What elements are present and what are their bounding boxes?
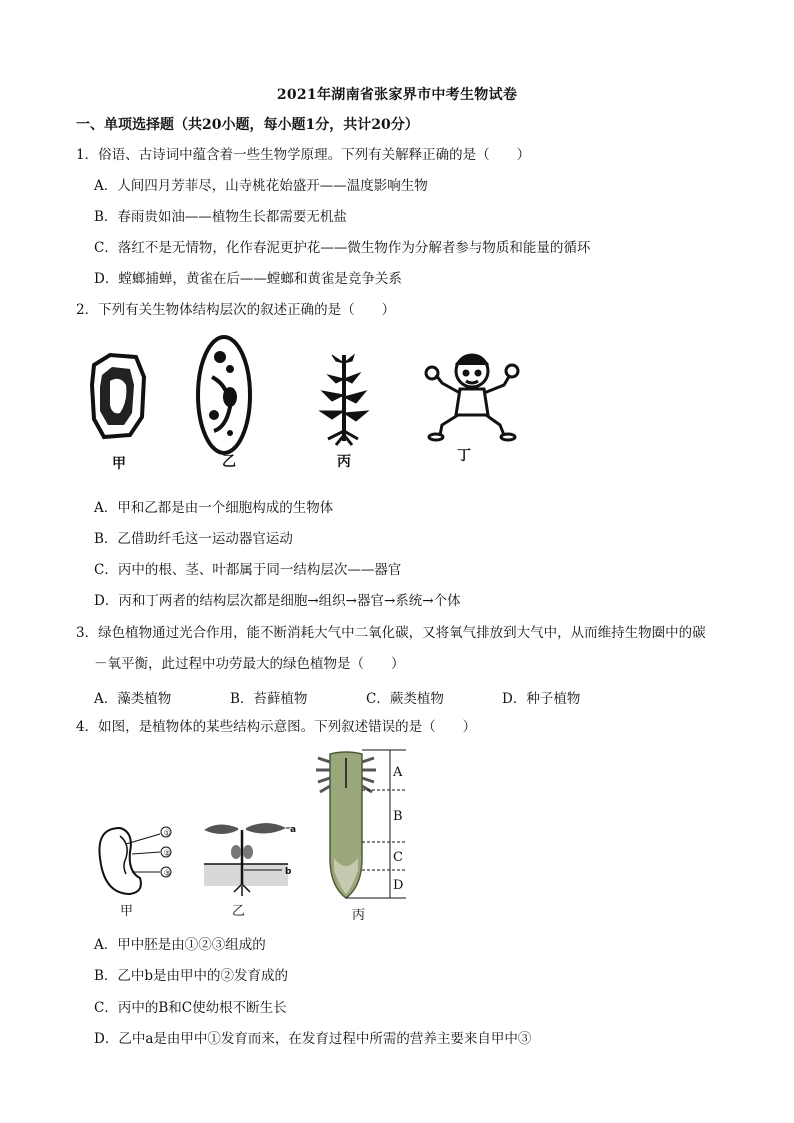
figure-label-ding: 丁 xyxy=(457,448,471,464)
question-3-option-c[interactable]: C．蕨类植物 xyxy=(366,691,444,707)
bean-seed-image xyxy=(99,827,171,894)
question-3-option-d[interactable]: D．种子植物 xyxy=(502,691,581,707)
question-4-figure xyxy=(90,748,420,928)
figure-label-bing: 丙 xyxy=(337,454,351,470)
question-1-option-d[interactable]: D．螳螂捕蝉，黄雀在后——螳螂和黄雀是竞争关系 xyxy=(94,271,402,287)
q4-figure-label-yi: 乙 xyxy=(232,904,246,919)
seed-mark-3: ③ xyxy=(163,868,171,878)
seedling-mark-a: a xyxy=(290,825,297,835)
question-3-stem-line2: －氧平衡，此过程中功劳最大的绿色植物是（ ） xyxy=(94,656,405,672)
root-zone-b: B xyxy=(393,809,403,824)
seedling-mark-b: b xyxy=(285,867,292,877)
question-1-option-c[interactable]: C．落红不是无情物，化作春泥更护花——微生物作为分解者参与物质和能量的循环 xyxy=(94,240,591,256)
root-zone-d: D xyxy=(393,878,404,893)
question-3-option-b[interactable]: B．苔藓植物 xyxy=(230,691,308,707)
question-3-option-a[interactable]: A．藻类植物 xyxy=(94,691,172,707)
seed-mark-1: ① xyxy=(163,828,171,838)
question-2-stem: 2．下列有关生物体结构层次的叙述正确的是（ ） xyxy=(76,302,396,318)
question-4-option-c[interactable]: C．丙中的B和C使幼根不断生长 xyxy=(94,1000,287,1016)
question-4-option-a[interactable]: A．甲中胚是由①②③组成的 xyxy=(94,937,266,953)
seed-mark-2: ② xyxy=(163,848,171,858)
root-zone-c: C xyxy=(393,850,403,865)
question-4-stem: 4．如图，是植物体的某些结构示意图。下列叙述错误的是（ ） xyxy=(76,719,477,735)
plant-image xyxy=(320,355,368,445)
q4-figure-label-bing: 丙 xyxy=(352,908,366,923)
question-4-option-d[interactable]: D．乙中a是由甲中①发育而来，在发育过程中所需的营养主要来自甲中③ xyxy=(94,1031,532,1047)
q4-figure-label-jia: 甲 xyxy=(120,904,134,919)
page-title: 2021年湖南省张家界市中考生物试卷 xyxy=(276,87,518,103)
question-2-option-c[interactable]: C．丙中的根、茎、叶都属于同一结构层次——器官 xyxy=(94,562,402,578)
figure-label-yi: 乙 xyxy=(222,454,236,470)
question-2-option-d[interactable]: D．丙和丁两者的结构层次都是细胞→组织→器官→系统→个体 xyxy=(94,593,461,609)
question-2-figure xyxy=(80,335,540,475)
question-1-option-b[interactable]: B．春雨贵如油——植物生长都需要无机盐 xyxy=(94,209,347,225)
question-1-option-a[interactable]: A．人间四月芳菲尽，山寺桃花始盛开——温度影响生物 xyxy=(94,178,428,194)
question-1-stem: 1．俗语、古诗词中蕴含着一些生物学原理。下列有关解释正确的是（ ） xyxy=(76,147,531,163)
section-heading: 一、单项选择题（共20小题，每小题1分，共计20分） xyxy=(76,117,419,133)
figure-label-jia: 甲 xyxy=(112,456,126,472)
paramecium-image xyxy=(198,337,250,453)
child-image xyxy=(426,355,518,440)
question-4-option-b[interactable]: B．乙中b是由甲中的②发育成的 xyxy=(94,968,289,984)
seedling-image xyxy=(204,823,290,896)
question-3-stem-line1: 3．绿色植物通过光合作用，能不断消耗大气中二氧化碳，又将氧气排放到大气中，从而维持生物圈中的碳 xyxy=(76,625,706,641)
plant-cell-image xyxy=(92,355,144,437)
root-zone-a: A xyxy=(393,765,403,780)
question-2-option-b[interactable]: B．乙借助纤毛这一运动器官运动 xyxy=(94,531,293,547)
question-2-option-a[interactable]: A．甲和乙都是由一个细胞构成的生物体 xyxy=(94,500,334,516)
